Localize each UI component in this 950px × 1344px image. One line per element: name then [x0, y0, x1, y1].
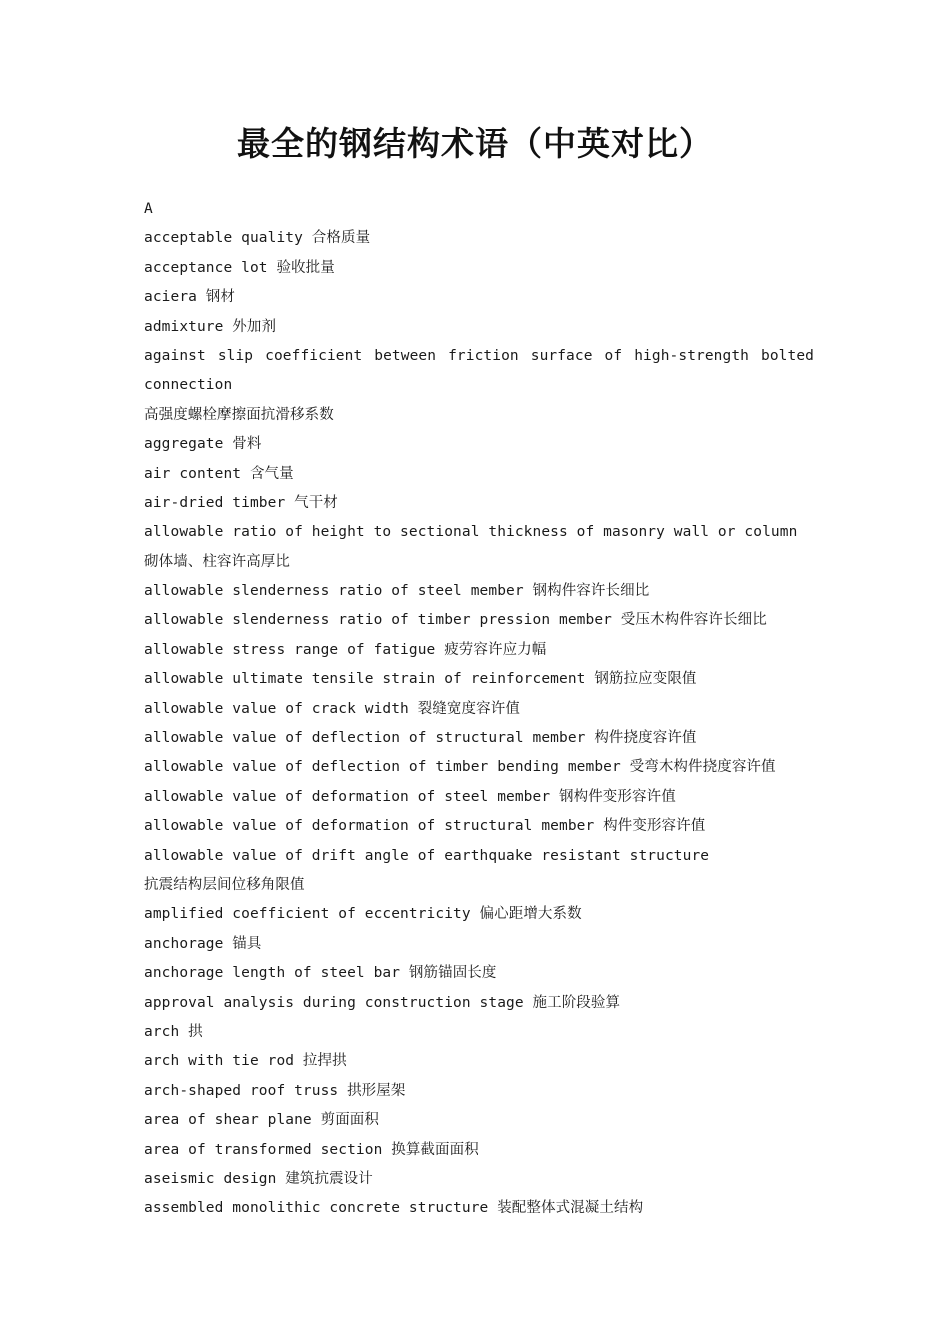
- glossary-line: admixture 外加剂: [144, 318, 277, 335]
- glossary-line: approval analysis during construction stage 施工阶段验算: [144, 994, 621, 1011]
- glossary-line: allowable stress range of fatigue 疲劳容许应力幅: [144, 641, 547, 658]
- glossary-line: air-dried timber 气干材: [144, 494, 338, 511]
- glossary-list: [144, 195, 814, 1224]
- glossary-line: amplified coefficient of eccentricity 偏心距增大系数: [144, 906, 582, 923]
- glossary-line: aciera 钢材: [144, 289, 236, 306]
- section-letter: A: [144, 201, 153, 217]
- glossary-line: 抗震结构层间位移角限值: [144, 876, 305, 893]
- glossary-line: allowable value of deformation of steel member 钢构件变形容许值: [144, 788, 676, 805]
- glossary-line: allowable value of crack width 裂缝宽度容许值: [144, 700, 520, 717]
- glossary-line: allowable slenderness ratio of timber pression member 受压木构件容许长细比: [144, 612, 767, 629]
- glossary-line: anchorage 锚具: [144, 935, 262, 952]
- glossary-line: allowable ultimate tensile strain of reinforcement 钢筋拉应变限值: [144, 671, 697, 688]
- glossary-line: against slip coefficient between friction surface of high-strength bolted: [144, 347, 814, 364]
- glossary-line: arch with tie rod 拉捍拱: [144, 1053, 347, 1070]
- glossary-line: aseismic design 建筑抗震设计: [144, 1170, 373, 1187]
- glossary-line: 高强度螺栓摩擦面抗滑移系数: [144, 406, 334, 423]
- glossary-line: anchorage length of steel bar 钢筋锚固长度: [144, 965, 497, 982]
- glossary-line: arch 拱: [144, 1023, 203, 1040]
- glossary-line: connection: [144, 377, 233, 394]
- glossary-line: area of transformed section 换算截面面积: [144, 1141, 479, 1158]
- glossary-line: allowable value of deformation of structural member 构件变形容许值: [144, 818, 706, 835]
- glossary-line: allowable value of deflection of structural member 构件挠度容许值: [144, 730, 697, 747]
- glossary-line: assembled monolithic concrete structure 装配整体式混凝土结构: [144, 1200, 644, 1217]
- glossary-line: 砌体墙、柱容许高厚比: [144, 553, 290, 570]
- glossary-line: area of shear plane 剪面面积: [144, 1112, 379, 1129]
- glossary-line: air content 含气量: [144, 465, 294, 482]
- glossary-line: allowable slenderness ratio of steel member 钢构件容许长细比: [144, 583, 650, 600]
- glossary-line: allowable ratio of height to sectional thickness of masonry wall or column: [144, 524, 798, 541]
- glossary-line: arch-shaped roof truss 拱形屋架: [144, 1082, 406, 1099]
- glossary-line: allowable value of deflection of timber bending member 受弯木构件挠度容许值: [144, 759, 776, 776]
- glossary-line: acceptance lot 验收批量: [144, 259, 335, 276]
- glossary-line: aggregate 骨料: [144, 436, 262, 453]
- document-title: 最全的钢结构术语（中英对比）: [237, 124, 713, 163]
- glossary-line: allowable value of drift angle of earthquake resistant structure: [144, 847, 710, 864]
- glossary-line: acceptable quality 合格质量: [144, 230, 371, 247]
